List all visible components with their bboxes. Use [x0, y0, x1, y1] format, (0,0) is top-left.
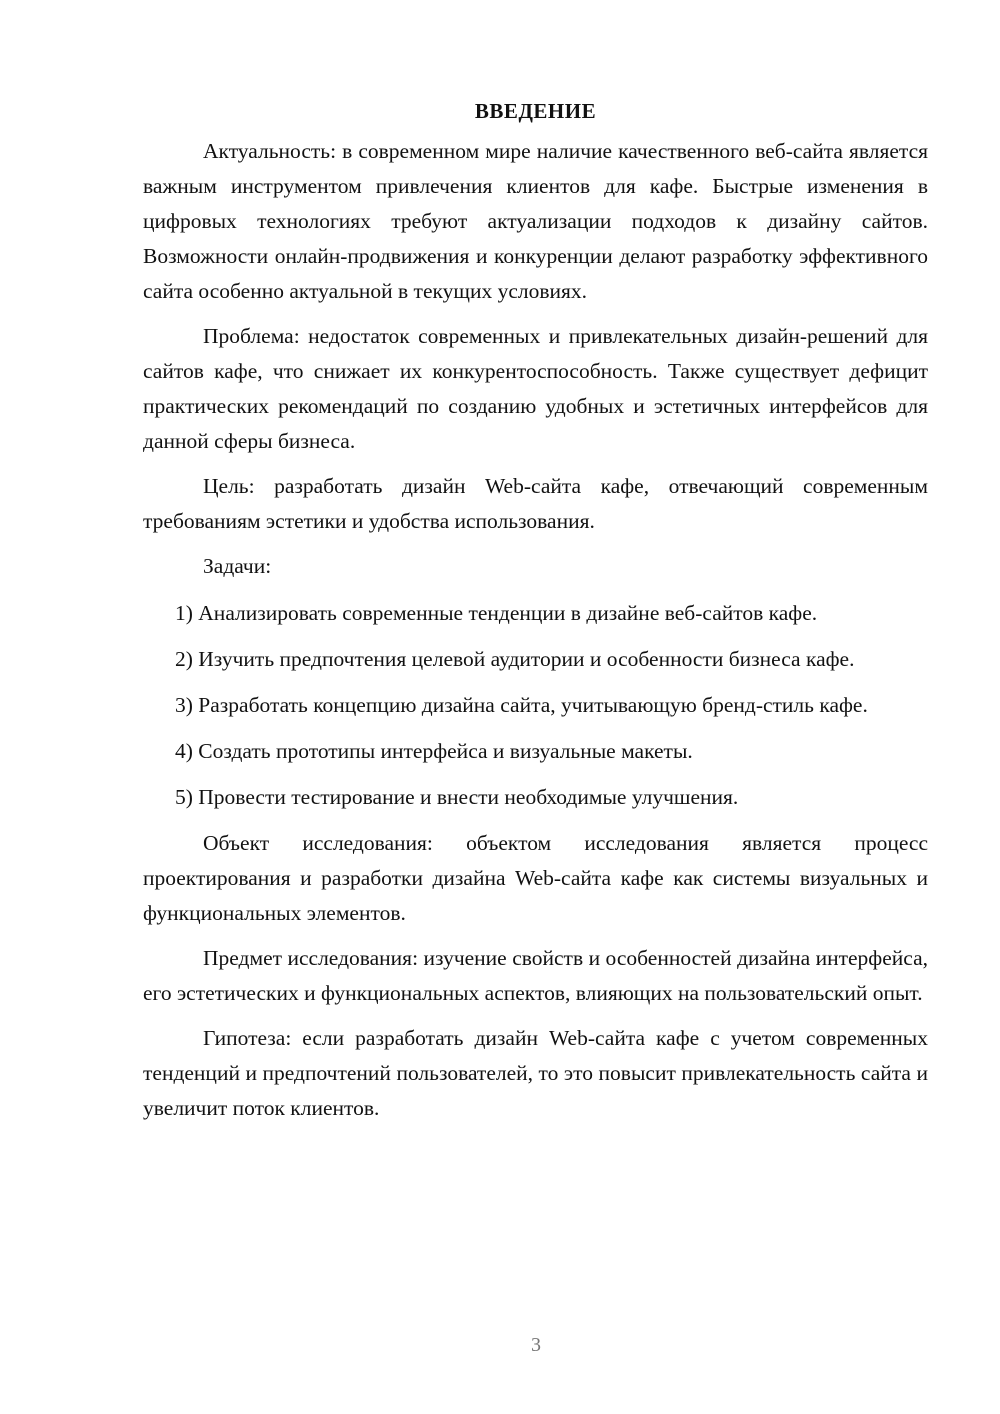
goal-paragraph: Цель: разработать дизайн Web-сайта кафе, отвечающий современным требованиям эстетики и удобства использования. [143, 474, 928, 533]
page-number: 3 [531, 1334, 541, 1356]
subject-paragraph: Предмет исследования: изучение свойств и особенностей дизайна интерфейса, его эстетических и функциональных аспектов, влияющих на пользовательский опыт. [143, 946, 928, 1005]
task-item-2: 2) Изучить предпочтения целевой аудитории и особенности бизнеса кафе. [175, 647, 855, 671]
task-item-1: 1) Анализировать современные тенденции в дизайне веб-сайтов кафе. [175, 601, 818, 625]
relevance-paragraph: Актуальность: в современном мире наличие качественного веб-сайта является важным инструментом привлечения клиентов для кафе. Быстрые изменения в цифровых технологиях требуют актуализации подходов к дизайну сайтов. Возможности онлайн-продвижения и конкуренции делают разработку эффективного сайта особенно актуальной в текущих условиях. [143, 139, 928, 303]
object-paragraph: Объект исследования: объектом исследования является процесс проектирования и разработки дизайна Web-сайта кафе как системы визуальных и функциональных элементов. [143, 831, 928, 925]
document-page [143, 96, 928, 1136]
task-item-4: 4) Создать прототипы интерфейса и визуальные макеты. [175, 739, 693, 763]
task-item-5: 5) Провести тестирование и внести необходимые улучшения. [175, 785, 739, 809]
task-item-3: 3) Разработать концепцию дизайна сайта, учитывающую бренд-стиль кафе. [175, 693, 868, 717]
hypothesis-paragraph: Гипотеза: если разработать дизайн Web-сайта кафе с учетом современных тенденций и предпочтений пользователей, то это повысит привлекательность сайта и увеличит поток клиентов. [143, 1026, 928, 1120]
problem-paragraph: Проблема: недостаток современных и привлекательных дизайн-решений для сайтов кафе, что снижает их конкурентоспособность. Также существует дефицит практических рекомендаций по созданию удобных и эстетичных интерфейсов для данной сферы бизнеса. [143, 324, 928, 453]
tasks-title: Задачи: [203, 554, 272, 578]
section-heading: ВВЕДЕНИЕ [474, 99, 597, 123]
